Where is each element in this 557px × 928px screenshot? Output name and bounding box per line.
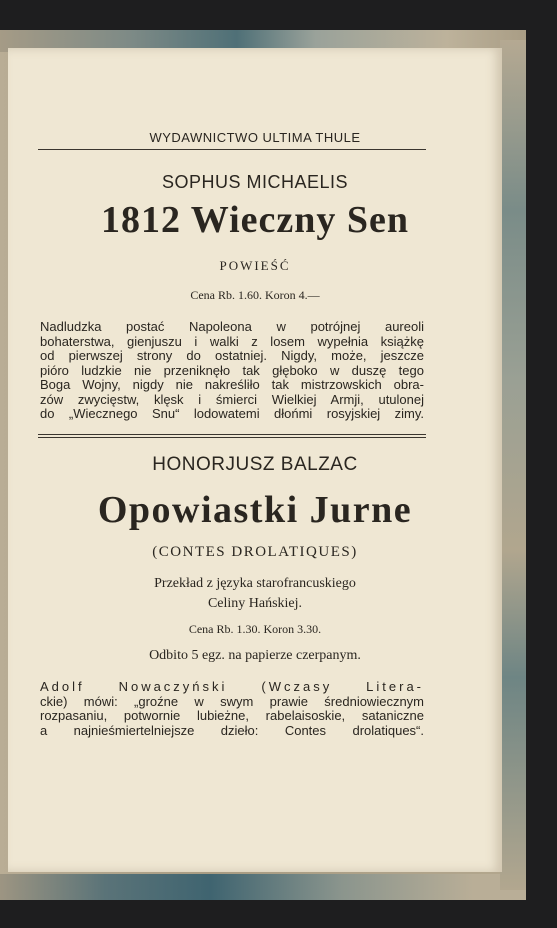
- divider: [38, 149, 426, 150]
- book2-author: HONORJUSZ BALZAC: [152, 454, 358, 475]
- book1-description: [40, 320, 424, 422]
- publisher-heading: WYDAWNICTWO ULTIMA THULE: [149, 130, 361, 145]
- description-line: Boga Wojny, nigdy nie nakreśliło tak mistrzowskich obra-: [40, 377, 424, 392]
- description-line: od pierwszej strony do ostatniej. Nigdy, może, jeszcze: [40, 348, 424, 363]
- book2-subtitle: (CONTES DROLATIQUES): [152, 544, 358, 560]
- book2-price: Cena Rb. 1.30. Koron 3.30.: [188, 622, 322, 636]
- book-page: [8, 48, 502, 872]
- book1-genre: POWIEŚĆ: [219, 258, 291, 273]
- book1-title: 1812 Wieczny Sen: [100, 199, 410, 241]
- book1-author: SOPHUS MICHAELIS: [161, 172, 349, 192]
- description-line: bohaterstwa, gienjuszu i walki z losem wypełnia książkę: [40, 333, 424, 349]
- description-line: Nadludzka postać Napoleona w potrójnej aureoli: [40, 319, 424, 334]
- review-line: rozpasaniu, potwornie lubieżne, rabelaisoskie, sataniczne: [40, 708, 424, 723]
- book1-price: Cena Rb. 1.60. Koron 4.—: [190, 288, 320, 302]
- description-line: do „Wiecznego Snu“ lodowatemi dłońmi rosyjskiej zimy.: [40, 406, 424, 421]
- book2-title: Opowiastki Jurne: [97, 489, 413, 531]
- review-line: ckie) mówi: „groźne w swym prawie średniowiecznym: [40, 693, 424, 709]
- book2-review: [40, 680, 424, 738]
- double-divider: [38, 434, 426, 438]
- book2-translation-line2: Celiny Hańskiej.: [207, 596, 303, 611]
- description-line: zów zwycięstw, klęsk i śmierci Wielkiej Armji, utulonej: [40, 391, 424, 407]
- review-line: Adolf Nowaczyński (Wczasy Litera-: [40, 679, 424, 694]
- book2-printed-note: Odbito 5 egz. na papierze czerpanym.: [149, 648, 361, 663]
- review-line: a najnieśmiertelniejsze dzieło: Contes drolatiques“.: [40, 722, 424, 738]
- cover-binding-bottom: [0, 874, 526, 900]
- book2-translation-line1: Przekład z języka starofrancuskiego: [154, 576, 356, 591]
- description-line: pióro ludzkie nie przeniknęło tak głęboko w duszę tego: [40, 362, 424, 378]
- book-spine: [500, 40, 526, 890]
